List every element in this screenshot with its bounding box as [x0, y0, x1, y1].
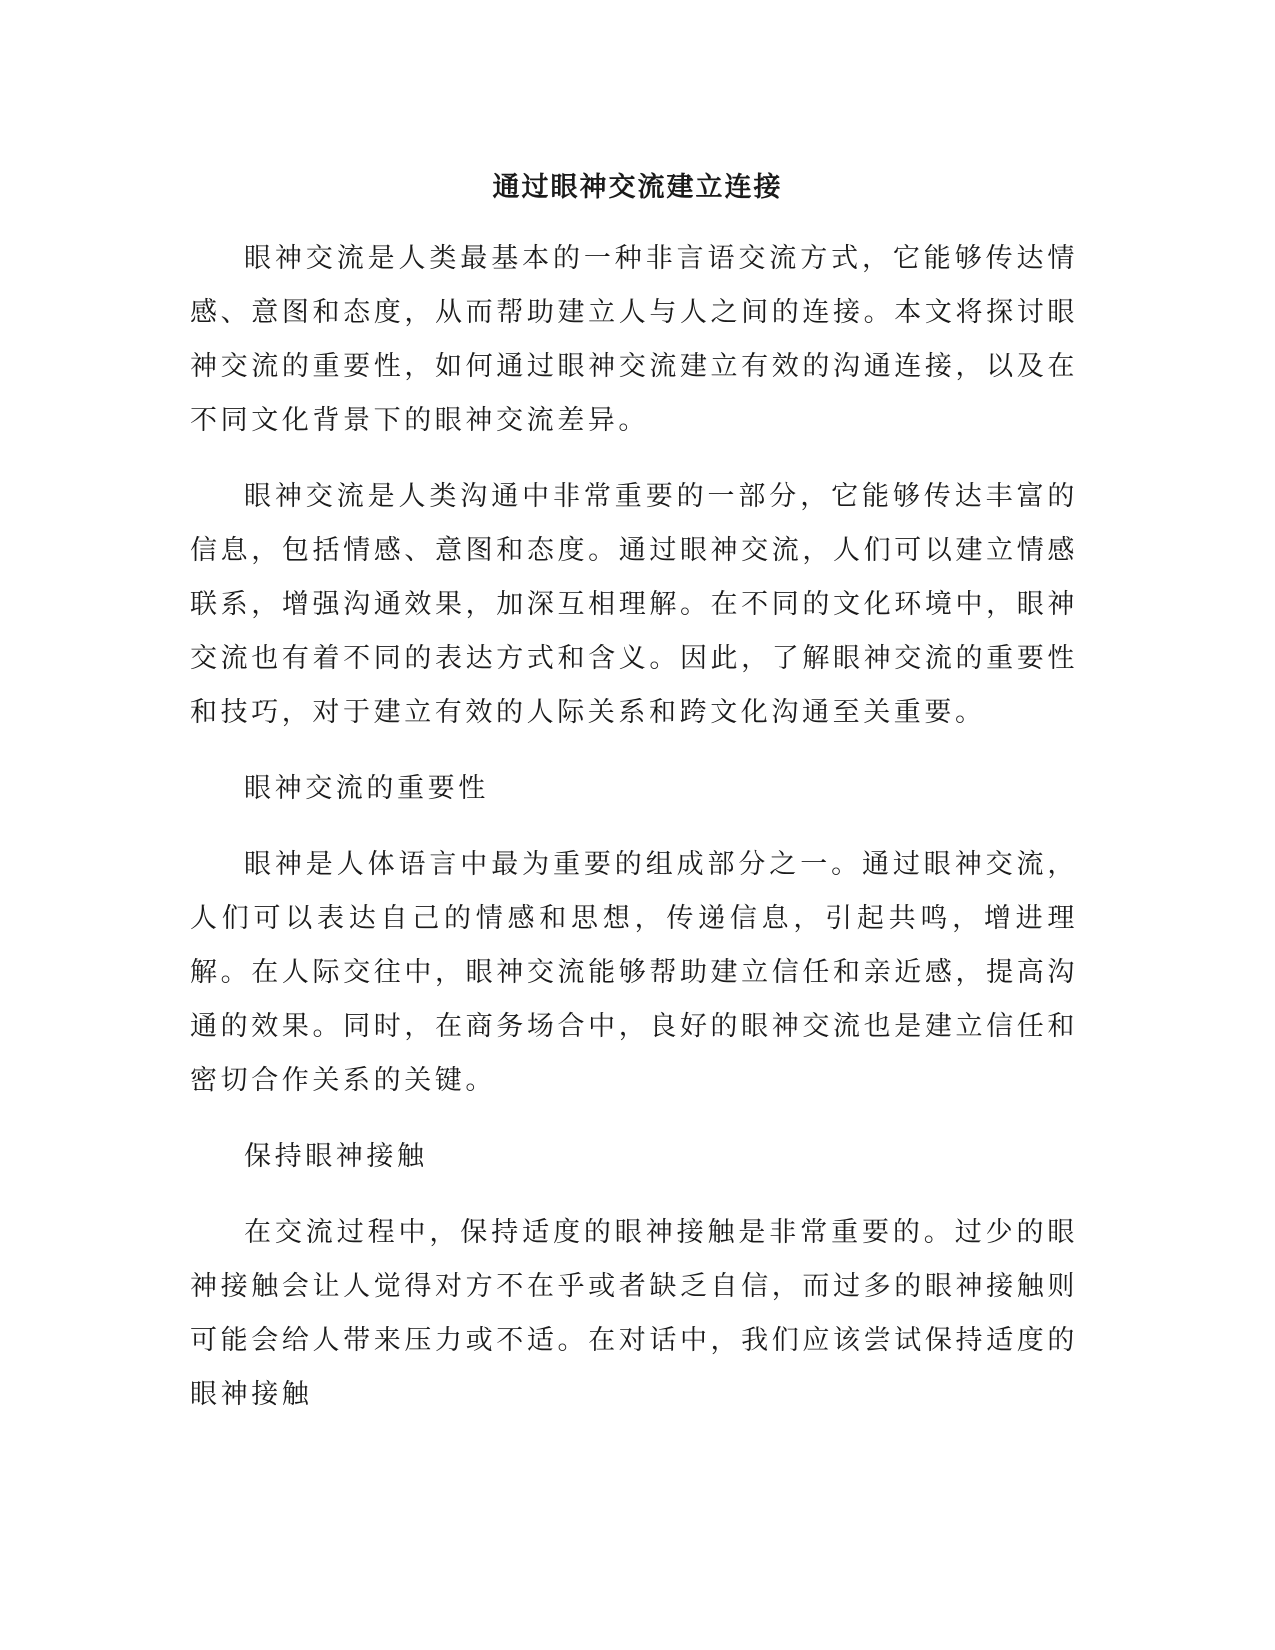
- document-body: [190, 232, 1078, 1444]
- paragraph-importance: 眼神是人体语言中最为重要的组成部分之一。通过眼神交流，人们可以表达自己的情感和思想，传递信息，引起共鸣，增进理解。在人际交往中，眼神交流能够帮助建立信任和亲近感，提高沟通的效果。同时，在商务场合中，良好的眼神交流也是建立信任和密切合作关系的关键。: [190, 849, 1078, 1096]
- document-title: 通过眼神交流建立连接: [492, 172, 783, 203]
- paragraph-overview: 眼神交流是人类沟通中非常重要的一部分，它能够传达丰富的信息，包括情感、意图和态度。通过眼神交流，人们可以建立情感联系，增强沟通效果，加深互相理解。在不同的文化环境中，眼神交流也有着不同的表达方式和含义。因此，了解眼神交流的重要性和技巧，对于建立有效的人际关系和跨文化沟通至关重要。: [190, 481, 1078, 728]
- paragraph-intro: 眼神交流是人类最基本的一种非言语交流方式，它能够传达情感、意图和态度，从而帮助建立人与人之间的连接。本文将探讨眼神交流的重要性，如何通过眼神交流建立有效的沟通连接，以及在不同文化背景下的眼神交流差异。: [190, 243, 1078, 436]
- section-heading-eye-contact: 保持眼神接触: [244, 1141, 428, 1172]
- paragraph-eye-contact: 在交流过程中，保持适度的眼神接触是非常重要的。过少的眼神接触会让人觉得对方不在乎或者缺乏自信，而过多的眼神接触则可能会给人带来压力或不适。在对话中，我们应该尝试保持适度的眼神接触: [190, 1217, 1078, 1410]
- section-heading-importance: 眼神交流的重要性: [244, 773, 489, 804]
